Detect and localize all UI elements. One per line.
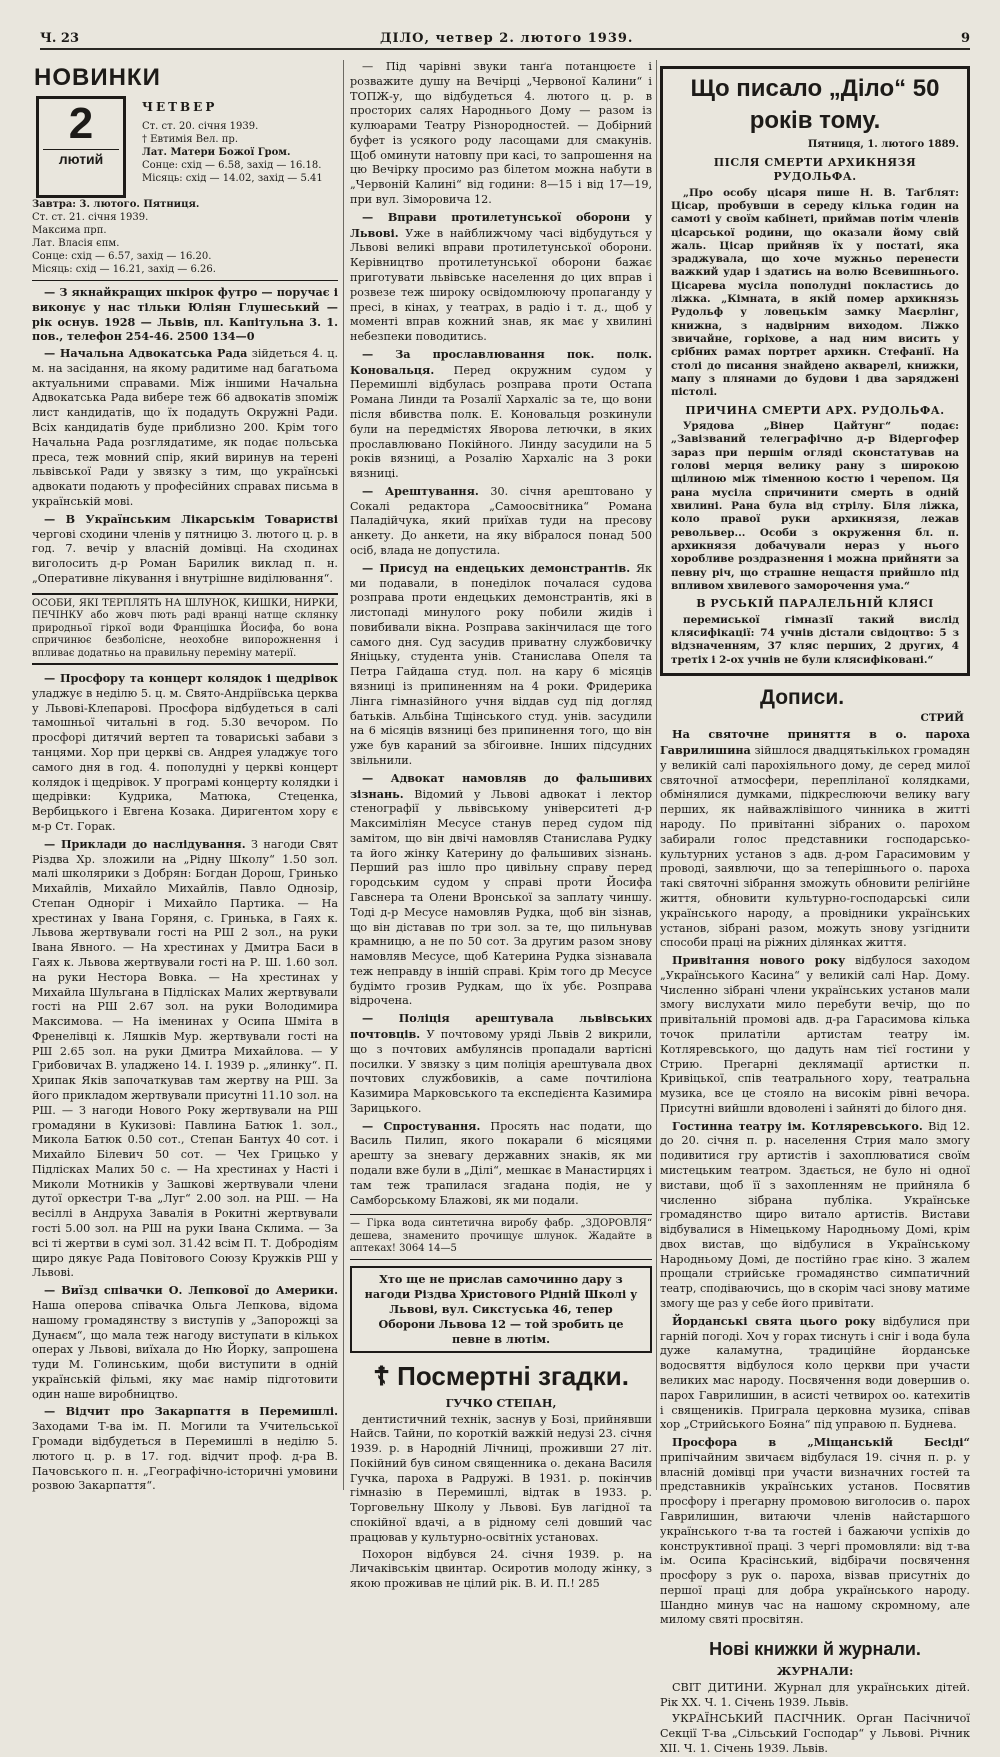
article-fur-ad: — З якнайкращих шкірок футро — поручає і виконує у нас тільки Юліян Глушеський — рік оснув. 1928 — Львів, пл. Капітульна 3. 1. пов., телефон 254-46. 2500 134—0 [32,285,338,344]
article-body: припічайним звичаєм відбулася 19. січня п. р. у власній домівці при участи визначних гостей та представників українських установ. Посвятив просфору і прегарну промовою виголосив о. парох Гаврилишин, витаючи членів найстаршого українського т-ва та гостей і бажаючи успіхів до конструктивної праці. З чергі промовляли: від т-ва ім. Осипа Красінський, відбірачи посвячення просфору з рук о. пароха, візвав присутніх до першої праці для добра українського народу. Шандно минув час на нашому скромному, але милому святі просвітян. [660,1450,970,1627]
info-line: Лат. Матери Божої Гром. [142,146,291,158]
info-line: † Евтимія Вел. пр. [142,133,238,145]
appeal-ridna-shkola: Хто ще не прислав самочинно дару з нагоди Різдва Христового Рідній Школі у Львові, вул. Сикстуська 46, тепер Оборони Львова 12 — той зробить це певне в лютім. [350,1266,652,1354]
obituary-funeral: Похорон відбувся 24. січня 1939. р. на Личаківськім цвинтар. Осиротив молоду жінку, з якою проживав не цілий рік. В. И. П.! 285 [350,1547,652,1591]
history-subheading: ПІСЛЯ СМЕРТИ АРХИКНЯЗЯ РУДОЛЬФА. [713,155,917,184]
info-line: Завтра: 3. лютого. Пятниця. [32,199,200,210]
info-line: Сонце: схід — 6.57, захід — 16.20. [32,251,212,262]
article-body: Перед окружним судом у Перемишлі відбулась розправа проти Остапа Романа Линди та Розалії Хархаліс за те, що вони після вбивства полк. Е. Коновальця розкинули були на передмістях Яворова летючки, в яких прославлювано Покійного. Линду засудили на 5 років вязниці, а Розалію Хархаліс на 3 роки вязниці. [350,363,652,481]
article-body: уладжує в неділю 5. ц. м. Свято-Андріївська церква у Львові-Клепарові. Просфора відбудеться в салі тамошньої читальні в год. 5.30 вечором. По просфорі дитячий вертеп та товариські забави з танцями. Хор при церкві св. Андрея уладжує того самого дня в год. 4. пополудні у церкві концерт колядок і щедрівок. У програмі концерту колядки і щедрівки: Кудрика, Матюка, Стеценка, Вербицького і Евгена Козака. Диригентом хору є м-р Ст. Горак. [32,686,338,833]
calendar-block [32,62,338,184]
divider [32,280,338,281]
article-konovalets [350,347,652,482]
article-body: зійдеться 4. ц. м. на засідання, на якому радитиме над багатьома актуальними справами. Між іншими Начальна Адвокатська Рада вибере теж 66 адвокатів зпоміж лист кандидатів, що їх подадуть Окружні Ради. Всіх кандидатів буде приблизно 200. Крім того Начальна Рада розглядатиме, як подає польська преса, теж мовний спір, який виринув на терені львівської Ради у звязку з тим, що українські адвокати подають у професійних справах письма в українській мові. [32,347,338,508]
info-line: Ст. ст. 21. січня 1939. [32,212,149,223]
letter-prosfora [660,1435,970,1628]
article-heading: — Просфору та концерт колядок і щедрівок [44,671,338,686]
article-body: зійшлося двадцятькількох громадян у великій салі парохіяльного дому, де серед милої святочної атмосфери, перепліланої колядками, обмінялися думками, підкреслюючи велику вагу перших, як найважлівішого чинника в житті народу. По привітанні зібраних о. парохом забирали голос представники господарсько-культурних установ з адв. д-ром Гарасимовим у проводі, заявлючи, що за теперішнього о. пароха такі святочні зібрання зможуть обновити релігійне життя, обновити культурно-господарські сили українського народу, а провідники українських установ, зібрані разом, можуть знову узгіднити способи праці на ріжних ділянках життя. [660,744,970,950]
journal-entry: УКРАЇНСЬКИЙ ПАСІЧНИК. Орган Пасічничої Секції Т-ва „Сільський Господар“ у Львові. Річник XII. Ч. 1. Січень 1939. Львів. [660,1712,970,1755]
article-body: відбулося заходом „Українського Касина“ у великій салі Нар. Дому. Численно зібрані члени українських установ мали змогу вислухати мило перебути вечір, що по привітальній промові адв. д-ра Гарасимова кілька точок прилатіли артистам театру ім. Котляревського, що дадуть нам тієї гостини у Стрию. Прегарні деклямації артистки п. Кривіцької, спів театрального хору, театральна музика, все це стояло на високім рівні вечора. Присутні вийшли вдоволені і зайняті до білого дня. [660,954,970,1115]
weekday: ЧЕТВЕР [142,100,218,114]
section-title-novynky: НОВИНКИ [34,64,161,91]
article-body: З нагоди Свят Різдва Хр. зложили на „Рідну Школу“ 1.50 зол. малі школярики з Добрян: Богдан Дорош, Гринько Михайлів, Михайло Михайлів, Павло Однозір, Степан Одноріг і Михайло Партика. — На хрестинах у Івана Горяня, с. Гринька, в Гаях к. Львова жертвували гості на РШ 2 зол., на руки Івана Явного. — На хрестинах у Дмитра Баси в Гаях к. Львова жертвували гості на Р. Ш. 1.60 зол. на руки Нестора Вовка. — На хрестинах у Михайла Шульгана в Підлісках Малих жертвували гості на РШ 2.67 зол. на руки Володимира Максимова. — На іменинах у Осипа Шміта в Френелівці к. Ляшків Мур. жертвували гості на РШ 2.65 зол. на руки Дмитра Михайлова. — У Грибовичах В. уладжено 14. І. 1939 р. „ялинку“. П. Хрипак Яків започаткував там жертву на РШ. За його прикладом жертвували присутні 11.10 зол. на РШ. — З нагоди Нового Року жертвували на РШ громадяни в Кукизові: Павлина Батюк 1. зол., Микола Батюк 0.50 сот., Степан Бантух 40 сот. і Михайло Білевич 50 сот. — Чех Грицько у Підлісках Малих 50 с. — На хрестинах у Насті і Миколи Мотників у Зашкові жертвували члени дутої оркестри Т-ва „Луг“ 2.00 зол. на РШ. — На весіллі в Андруха Завалія в Рокитні жертвували гості 5.00 зол. на РШ на руки Івана Склима. — За всі ті жертви в сумі зол. 31.42 всім П. Т. Добродіям щиро дякує Рада Повітового Союзу Кружків РШ у Львові. [32,837,338,1280]
article-verdict [350,561,652,769]
article-body: Відомий у Львові адвокат і лектор стенографії у львівському університеті д-р Максиміліян Месусе станув перед судом під замітом, що він двічі намовляв Станислава Рудку та його жінку Катерину до фальшивих зізнань. Перший раз ішло про цивільну справу перед городським судом у справі проти Йосифа Гавснера та Олени Вронської за заплату чиншу. Тоді д-р Месусе намовляв Рудка, щоб він зізнав, що він діставав по три зол. за те, що пильнував крамницю, а не по 50 сот. За другим разом знову намовляв Месусе, щоб Катерина Рудка зізнавала теж неправду в іншій справі. Крім того др Месусе будімто грозив Рудкам, що їх убє. Розправа відрочена. [350,787,652,1008]
article-heading: На святочне приняття в о. пароха Гаврилишина [660,727,970,758]
info-line: Ст. ст. 20. січня 1939. [142,120,259,132]
article-body: Наша оперова співачка Ольга Лепкова, відома нашому громадянству з виступів у „Запорожці за Дунаєм“, що мала теж нагоду виступати в кількох операх у Львові, виїхала до Ню Йорку, запрошена туди М. Голинським, щоби виступити в одній українській фільмі, яку має намір підготовити один наше виробництво. [32,1298,338,1401]
article-body: відбулися при гарній погоді. Хоч у горах тиснуть і сніг і вода була дуже каламутна, традиційне йорданське водосвяття відбулося коло церкви при участи великих мас народу. Посвячення води довершив о. парох Гаврилишин, в асисті четвирох оо. катехитів і священиків. Приграла церковна музика, співав хор „Стрийського Бояна“ під управою п. Буднева. [660,1314,970,1432]
history-subheading: ПРИЧИНА СМЕРТИ АРХ. РУДОЛЬФА. [685,403,945,417]
article-heading: — Присуд на ендецьких демонстрантів. [362,560,631,575]
article-postmen [350,1011,652,1116]
page-header [40,26,970,50]
article-body: черговi сходини членів у пятницю 3. лютого ц. р. в год. 7. вечір у власній домівці. На сходинах виголосить д-р Роман Барилик виклад п. н. „Оперативне лікування і внутрішне виділювання“. [32,527,338,585]
article-body: 30. січня арештовано у Сокалі редактора „Самоосвітника“ Романа Паладійчука, який приїхав туди на пресову анкету. До анкети, на яку вібралося понад 500 осіб, влада не допустила. [350,484,652,557]
column-news [32,60,338,1500]
journal-entry: СВІТ ДИТИНИ. Журнал для українських дітей. Рік XX. Ч. 1. Січень 1939. Львів. [660,1680,970,1709]
article-body: Заходами Т-ва ім. П. Могили та Учительської Громади відбудеться в Перемишлі в неділю 5. лютого ц. р. в 17. год. відчит проф. д-ра В. Пачовського п. н. „Географічно-історичні умовини розвою Закарпаття“. [32,1420,338,1493]
article-body: Від 12. до 20. січня п. р. населення Стрия мало змогу подивитися гру артистів і захоплюватися своїм мистецьким театром. Здається, не було ні одної вистави, щоб її з захопленням не прийняла б численно зібрана публіка. Українське громадянство щиро витало артистів. Вистави відбувалися в Німецькому Народньому Домі, крім двох вистав, що відбулися в Українському Народньому Домі, де постійно грає кіно. З жалем прощали стрийське громадянство симпатичний театр, сподіваючись, що в скорім часі знову матиме змогу ще раз у себе його привітати. [660,1119,970,1311]
article-heading: — Виїзд співачки О. Лепкової до Америки. [44,1283,338,1298]
date-day: 2 [68,99,94,148]
article-lecture [32,1404,338,1494]
date-month: лютий [43,149,119,168]
article-heading: — Адвокат намовляв до фальшивих зізнань. [350,770,652,801]
issue-number: Ч. 23 [40,31,80,46]
article-heading: Просфора в „Міщанській Бесіді“ [672,1435,970,1450]
article-heading: — Поліція арештувала львівських почтовців. [350,1011,652,1041]
article-tango-evening: — Під чарівні звуки танґа потанцюєте і розважите душу на Вечірці „Червоної Калини“ і ТОПЖ-у, що відбудеться 4. лютого ц. р. в просторих салях Народнього Дому — разом із кулюарами Театру Різнородностей. — Добірний буфет із усякого роду ласощами для смакунів. Щоб оминути натовпу при касі, то запрошення на цю Вечірку просимо раз білетом можна набути в „Червоній Калині“ від години: 8—15 і від 17—19, при вул. Зіморовича 12. [350,60,652,207]
article-advocate-council [32,346,338,510]
article-body: Просять нас подати, що Василь Пилип, якого покарали 6 місяцями арешту за зневагу державних знаків, як ми подали вже були в „Ділі“, мешкає в Манастирцях і там теж трапилася згадана подія, не у Самборському Блажові, як ми подали. [350,1119,652,1207]
info-line: Сонце: схід — 6.58, захід — 16.18. [142,159,322,171]
section-title-letters: Дописи. [760,685,845,709]
history-date: Пятниця, 1. лютого 1889. [807,139,959,151]
date-info [142,100,338,185]
column-divider [343,60,344,1490]
article-prosfora [32,671,338,835]
obituary-title [350,1359,652,1393]
ad-zdorovlya: — Гірка вода синтетична виробу фабр. „ЗДОРОВЛЯ“ дешева, знаменито прочищує шлунок. Жадайте в аптеках! 3064 14—5 [350,1214,652,1260]
info-line: Місяць: схід — 14.02, захід — 5.41 [142,172,323,184]
history-subheading: В РУСЬКІЙ ПАРАЛЕЛЬНІЙ КЛЯСІ [696,597,934,611]
letter-new-year [660,953,970,1117]
info-line: Місяць: схід — 16.21, захід — 6.26. [32,264,216,275]
history-text: Урядова „Вінер Цайтунг“ подає: „Завізваний телеграфічно д-р Відергофер зараз при першім огляді сконстатував на голові мерця велику рану з широкою щілиною між тіменною костю і черепом. Ця рана мусіла спричинити смерть в одній хвилині. Рана була від стрілу. Біля ліжка, коло правої руки архикнязя, лежав револьвер... Особи з окруження бл. п. архикнязя добачували нераз у нього хоробливе роздразнення і можна прийняти за певну річ, що страшне нещастя прийшло під впливом хвилевого заморочення ума.“ [671,420,959,592]
column-news-2 [350,60,652,1591]
article-heading: — Вправи протилетунської оборони у Львові. [350,209,652,240]
article-heading: — Спростування. [362,1118,481,1133]
obituary-title-text: Посмертні згадки. [397,1361,629,1392]
ad-franz-josef-water: ОСОБИ, ЯКІ ТЕРПЛЯТЬ НА ШЛУНОК, КИШКИ, НИРКИ, ПЕЧІНКУ або жовч пють раді вранці натще склянку природньої гіркої води Францішка Йосифа, бо вона спричинює безболісне, неохобне випорожнення і впливає додатньо на правильну переміну матерії. [32,593,338,666]
article-correction [350,1119,652,1209]
masthead-date: ДІЛО, четвер 2. лютого 1939. [380,31,634,46]
article-lawyer [350,771,652,1010]
column-history-letters [660,60,970,1755]
article-heading: Привітання нового року [672,953,846,968]
article-body: Уже в найближчому часі відбудуться у Львові великі вправи протилетунської оборони. Керівництво протилетунської оборони бажає приготувати львівське населення до цих вправ і розвезе теж широку освідомлюючу пропаганду у пресі, в кінах, у театрах, в радіо і т. д., щоб у моменті вправ кожний знав, як має у хвилині небезпеки поводитись. [350,226,652,344]
page-number: 9 [960,31,970,46]
article-lepkova [32,1283,338,1402]
article-medical-society [32,512,338,587]
column-divider [656,60,657,1490]
article-heading: — Приклади до наслідування. [44,836,246,851]
article-body: У почтовому уряді Львів 2 викрили, що з почтових амбулянсів пропадали вартісні посилки. У звязку з цим поліція арештувала двох почтових службовиків, а саме почтиліона Казимира Марковського та експедієнта Казимира Зарицького. [350,1028,652,1115]
article-heading: — Відчит про Закарпаття в Перемишлі. [44,1404,338,1419]
article-body: Як ми подавали, в понеділок почалася судова розправа проти ендецьких демонстрантів, які в листопаді минулого року побили жидів і повибивали вікна. Розправа закінчилася ще того самого дня. Суд засудив приватну службовичку Яніцьку, студента унів. Станислава Опеля та Петра Гайдаша студ. пол. на кару 6 місяців вязниці із припиненням на 4 роки. Фридерика Лінга гімназійного учня віддав суд під догляд батьків. Альбіна Тщінського студ. унів. засудили на 6 місяців вязниці без припинення того, що він уже був караний за збігоивне. Інших підсудних звільнили. [350,561,652,767]
place-name: СТРИЙ [920,711,964,724]
history-text: „Про особу цісаря пише Н. В. Таґблят: Цісар, пробувши в середу кілька годин на самоті у своїм кабінеті, приймав потім членів цісарської родини, що оказали йому свій жаль. Цісар прийняв їх у постаті, яка зраджувала, що хоче мужньо перенести важкий удар і здатись на волю Всевишнього. Цісарева мусіла пополудні покластись до ліжка. „Кімната, в якій помер архикнязь Рудольф у ловецькім замку Мaєрлінг, книжна, з надвірним виходом. Ліжко звичайне, горіхове, а над ним висить у срібних рамах портрет архикн. Стефанії. На столі до писання знайдено акварелі, книжки, мапу з плянами до будови і два заряджені пістолі. [671,186,959,399]
journals-label: ЖУРНАЛИ: [776,1663,854,1678]
article-arrest [350,484,652,559]
letter-theatre [660,1119,970,1312]
article-heading: — Арештування. [362,483,479,498]
history-text: перемиської гімназії такий вислід клясифікації: 74 учнів дістали свідоцтво: 5 з відзначенням, 37 кляс перших, 2 других, 4 третіх і 2-ох учнів не були клясифіковані.“ [671,613,959,666]
article-heading: — В Українським Лікарськім Товаристві [44,511,338,526]
article-examples [32,837,338,1281]
history-title: Що писало „Діло“ 50 років тому. [690,75,940,134]
tomorrow-info [32,198,338,276]
date-box [36,96,126,198]
article-heading: Гостинна театру ім. Котляревського. [672,1118,923,1133]
letter-jordan [660,1314,970,1433]
obituary-text: дентистичний технік, заснув у Бозі, прийнявши Найсв. Тайни, по короткій важкій недузі 23. січня 1939. р. в Народній Лічниці, проживши 27 літ. Покійний був сином священника о. декана Василя Гучка, пароха в Радружі. В 1931. р. покінчив гімназію в Перемишлі, відтак в 1933. р. Торговельну Школу у Львові. Був лагідної та спокійної вдачі, а в рідному селі довший час працював у культурно-освітніх установах. [350,1412,652,1544]
info-line: Лат. Власія єпм. [32,238,120,249]
article-heading: Йорданські свята цього року [672,1313,876,1328]
section-title-books: Нові книжки й журнали. [709,1639,921,1660]
cross-icon: ☦ [373,1361,398,1392]
info-line: Максима прп. [32,225,107,236]
article-air-defense [350,210,652,345]
history-box [660,66,970,676]
article-heading: — За прославлювання пок. полк. Коновальця. [350,346,652,377]
article-heading: — Начальна Адвокатська Рада [44,346,248,361]
obituary-name: ГУЧКО СТЕПАН, [445,1395,557,1410]
letter-reception [660,727,970,951]
